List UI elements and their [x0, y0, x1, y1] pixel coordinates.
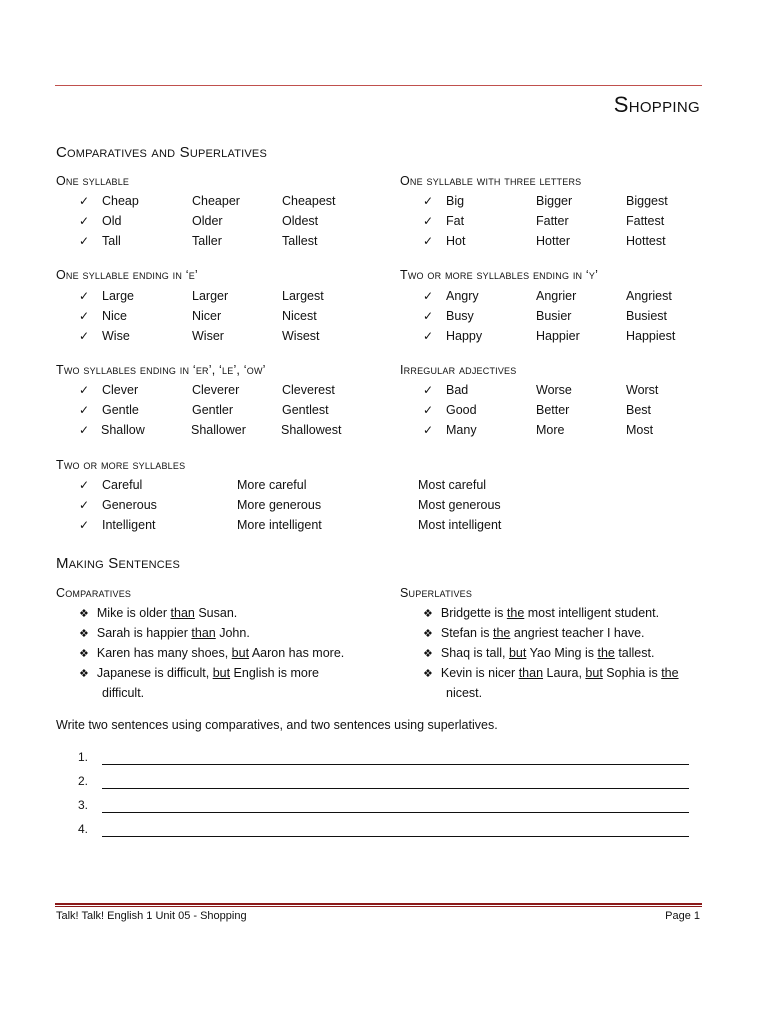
comparative-word: Worse	[536, 383, 572, 397]
footer-rule	[55, 903, 702, 905]
check-icon: ✓	[79, 194, 90, 208]
group-heading-ending-y: Two or more syllables ending in ‘y’	[400, 268, 599, 282]
superlative-word: Busiest	[626, 309, 667, 323]
comparative-sentence	[79, 603, 379, 624]
bullet-diamond-icon: ❖	[79, 648, 89, 660]
bullet-diamond-icon: ❖	[423, 608, 433, 620]
underlined-keyword: than	[518, 666, 544, 680]
base-word: Many	[446, 423, 477, 437]
sentence-text: Stefan is	[440, 626, 493, 640]
comparative-word: More careful	[237, 478, 307, 492]
superlative-word: Fattest	[626, 214, 665, 228]
base-word: Busy	[446, 309, 474, 323]
check-icon: ✓	[79, 309, 90, 323]
comparative-word: Happier	[536, 329, 580, 343]
check-icon: ✓	[79, 478, 90, 492]
bullet-diamond-icon: ❖	[423, 668, 433, 680]
superlative-word: Most intelligent	[418, 518, 502, 532]
table-row	[0, 380, 768, 400]
base-word: Large	[102, 289, 134, 303]
check-icon: ✓	[423, 234, 434, 248]
comparative-word: More intelligent	[237, 518, 322, 532]
section-heading-making-sentences: Making Sentences	[56, 555, 180, 572]
answer-number: 4.	[78, 822, 89, 836]
superlative-word: Oldest	[282, 214, 319, 228]
table-row	[0, 400, 768, 420]
comparative-word: Fatter	[536, 214, 569, 228]
table-row	[0, 286, 768, 306]
base-word: Old	[102, 214, 122, 228]
table-row	[0, 475, 768, 495]
comparative-word: Hotter	[536, 234, 571, 248]
base-word: Generous	[102, 498, 157, 512]
base-word: Happy	[446, 329, 483, 343]
comparative-word: Better	[536, 403, 570, 417]
base-word: Cheap	[102, 194, 139, 208]
check-icon: ✓	[79, 383, 90, 397]
bullet-diamond-icon: ❖	[423, 628, 433, 640]
sentence-text: Sophia is	[602, 666, 662, 680]
superlative-word: Nicest	[282, 309, 317, 323]
underlined-keyword: but	[231, 646, 250, 660]
superlative-word: Most careful	[418, 478, 487, 492]
comparative-word: Gentler	[192, 403, 233, 417]
underlined-keyword: but	[508, 646, 527, 660]
check-icon: ✓	[423, 289, 434, 303]
underlined-keyword: the	[597, 646, 615, 660]
comparative-word: Taller	[192, 234, 222, 248]
superlative-word: Largest	[282, 289, 324, 303]
check-icon: ✓	[79, 403, 90, 417]
comparative-word: Bigger	[536, 194, 573, 208]
comparative-sentence	[79, 663, 379, 684]
exercise-instruction: Write two sentences using comparatives, and two sentences using superlatives.	[56, 718, 498, 732]
answer-line[interactable]	[102, 812, 689, 813]
superlative-word: Wisest	[282, 329, 320, 343]
superlative-word: Hottest	[626, 234, 666, 248]
table-row	[0, 515, 768, 535]
table-row	[0, 231, 768, 251]
superlative-word: Shallowest	[281, 423, 342, 437]
comparative-word: Busier	[536, 309, 572, 323]
base-word: Angry	[446, 289, 479, 303]
superlative-word: Gentlest	[282, 403, 329, 417]
table-row	[0, 191, 768, 211]
answer-number: 1.	[78, 750, 89, 764]
superlative-word: Cleverest	[282, 383, 335, 397]
answer-line[interactable]	[102, 788, 689, 789]
sentence-text: angriest teacher I have.	[510, 626, 645, 640]
comparative-word: Nicer	[192, 309, 222, 323]
base-word: Gentle	[102, 403, 139, 417]
table-row	[0, 326, 768, 346]
answer-line[interactable]	[102, 836, 689, 837]
base-word: Intelligent	[102, 518, 156, 532]
table-row	[0, 306, 768, 326]
superlative-word: Most generous	[418, 498, 501, 512]
page-title: Shopping	[613, 92, 700, 117]
comparative-word: Wiser	[192, 329, 224, 343]
underlined-keyword: than	[170, 606, 195, 620]
sentence-text: English is more	[230, 666, 320, 680]
sentence-continuation: difficult.	[102, 686, 145, 700]
sentence-text: Shaq is tall,	[440, 646, 509, 660]
sentence-text: Kevin is nicer	[440, 666, 519, 680]
underlined-keyword: than	[191, 626, 216, 640]
base-word: Tall	[102, 234, 121, 248]
group-heading-irregular: Irregular adjectives	[400, 363, 517, 377]
base-word: Wise	[102, 329, 130, 343]
base-word: Fat	[446, 214, 465, 228]
check-icon: ✓	[79, 498, 90, 512]
underlined-keyword: but	[585, 666, 603, 680]
group-heading-two-or-more-syllables: Two or more syllables	[56, 458, 186, 472]
bullet-diamond-icon: ❖	[423, 648, 433, 660]
check-icon: ✓	[423, 329, 434, 343]
base-word: Hot	[446, 234, 466, 248]
superlative-sentence	[423, 643, 723, 664]
check-icon: ✓	[79, 518, 90, 532]
comparative-word: Angrier	[536, 289, 577, 303]
base-word: Big	[446, 194, 465, 208]
sentence-text: Mike is older	[96, 606, 171, 620]
check-icon: ✓	[79, 423, 90, 437]
superlative-word: Cheapest	[282, 194, 336, 208]
check-icon: ✓	[79, 214, 90, 228]
table-row	[0, 420, 768, 440]
answer-number: 3.	[78, 798, 89, 812]
footer-rule-thin	[55, 906, 702, 907]
sentence-text: Susan.	[194, 606, 238, 620]
comparative-word: More	[536, 423, 565, 437]
superlative-word: Angriest	[626, 289, 672, 303]
superlative-word: Tallest	[282, 234, 318, 248]
comparative-word: Older	[192, 214, 223, 228]
group-heading-ending-e: One syllable ending in ‘e’	[56, 268, 198, 282]
comparative-sentence	[79, 623, 379, 644]
comparative-word: Shallower	[191, 423, 246, 437]
check-icon: ✓	[423, 423, 434, 437]
group-heading-one-syllable-three-letters: One syllable with three letters	[400, 174, 582, 188]
bullet-diamond-icon: ❖	[79, 608, 89, 620]
superlative-word: Most	[626, 423, 654, 437]
comparative-word: Larger	[192, 289, 229, 303]
base-word: Careful	[102, 478, 143, 492]
check-icon: ✓	[423, 309, 434, 323]
superlative-word: Happiest	[626, 329, 676, 343]
sentence-text: tallest.	[614, 646, 655, 660]
superlative-sentence	[423, 603, 723, 624]
sentence-text: Aaron has more.	[249, 646, 345, 660]
sentence-text: John.	[215, 626, 250, 640]
footer-page-number: Page 1	[665, 910, 700, 922]
sentence-text: Sarah is happier	[96, 626, 192, 640]
base-word: Good	[446, 403, 477, 417]
sentence-text: Laura,	[543, 666, 586, 680]
answer-line[interactable]	[102, 764, 689, 765]
superlative-word: Worst	[626, 383, 659, 397]
footer-course-title: Talk! Talk! English 1 Unit 05 - Shopping	[56, 910, 247, 922]
section-heading-comparatives-superlatives: Comparatives and Superlatives	[56, 144, 268, 161]
check-icon: ✓	[423, 383, 434, 397]
underlined-keyword: the	[506, 606, 525, 620]
comparative-word: Cheaper	[192, 194, 240, 208]
sentence-continuation: nicest.	[446, 686, 483, 700]
group-heading-one-syllable: One syllable	[56, 174, 130, 188]
table-row	[0, 495, 768, 515]
answer-number: 2.	[78, 774, 89, 788]
comparatives-heading: Comparatives	[56, 586, 132, 600]
check-icon: ✓	[423, 403, 434, 417]
superlative-word: Best	[626, 403, 652, 417]
underlined-keyword: the	[493, 626, 511, 640]
check-icon: ✓	[79, 329, 90, 343]
underlined-keyword: but	[212, 666, 231, 680]
sentence-text: Yao Ming is	[526, 646, 598, 660]
superlative-sentence	[423, 663, 723, 684]
base-word: Shallow	[101, 423, 145, 437]
comparative-word: More generous	[237, 498, 322, 512]
check-icon: ✓	[79, 234, 90, 248]
check-icon: ✓	[423, 194, 434, 208]
top-rule	[55, 85, 702, 86]
base-word: Clever	[102, 383, 139, 397]
bullet-diamond-icon: ❖	[79, 668, 89, 680]
table-row	[0, 211, 768, 231]
superlative-sentence	[423, 623, 723, 644]
bullet-diamond-icon: ❖	[79, 628, 89, 640]
check-icon: ✓	[423, 214, 434, 228]
base-word: Nice	[102, 309, 128, 323]
sentence-text: Karen has many shoes,	[96, 646, 232, 660]
group-heading-two-syllables-er-le-ow: Two syllables ending in ‘er’, ‘le’, ‘ow’	[56, 363, 266, 377]
comparative-sentence	[79, 643, 379, 664]
sentence-text: Bridgette is	[440, 606, 507, 620]
sentence-text: Japanese is difficult,	[96, 666, 213, 680]
superlative-word: Biggest	[626, 194, 668, 208]
underlined-keyword: the	[661, 666, 679, 680]
sentence-text: most intelligent student.	[524, 606, 660, 620]
comparative-word: Cleverer	[192, 383, 240, 397]
superlatives-heading: Superlatives	[400, 586, 473, 600]
base-word: Bad	[446, 383, 469, 397]
check-icon: ✓	[79, 289, 90, 303]
